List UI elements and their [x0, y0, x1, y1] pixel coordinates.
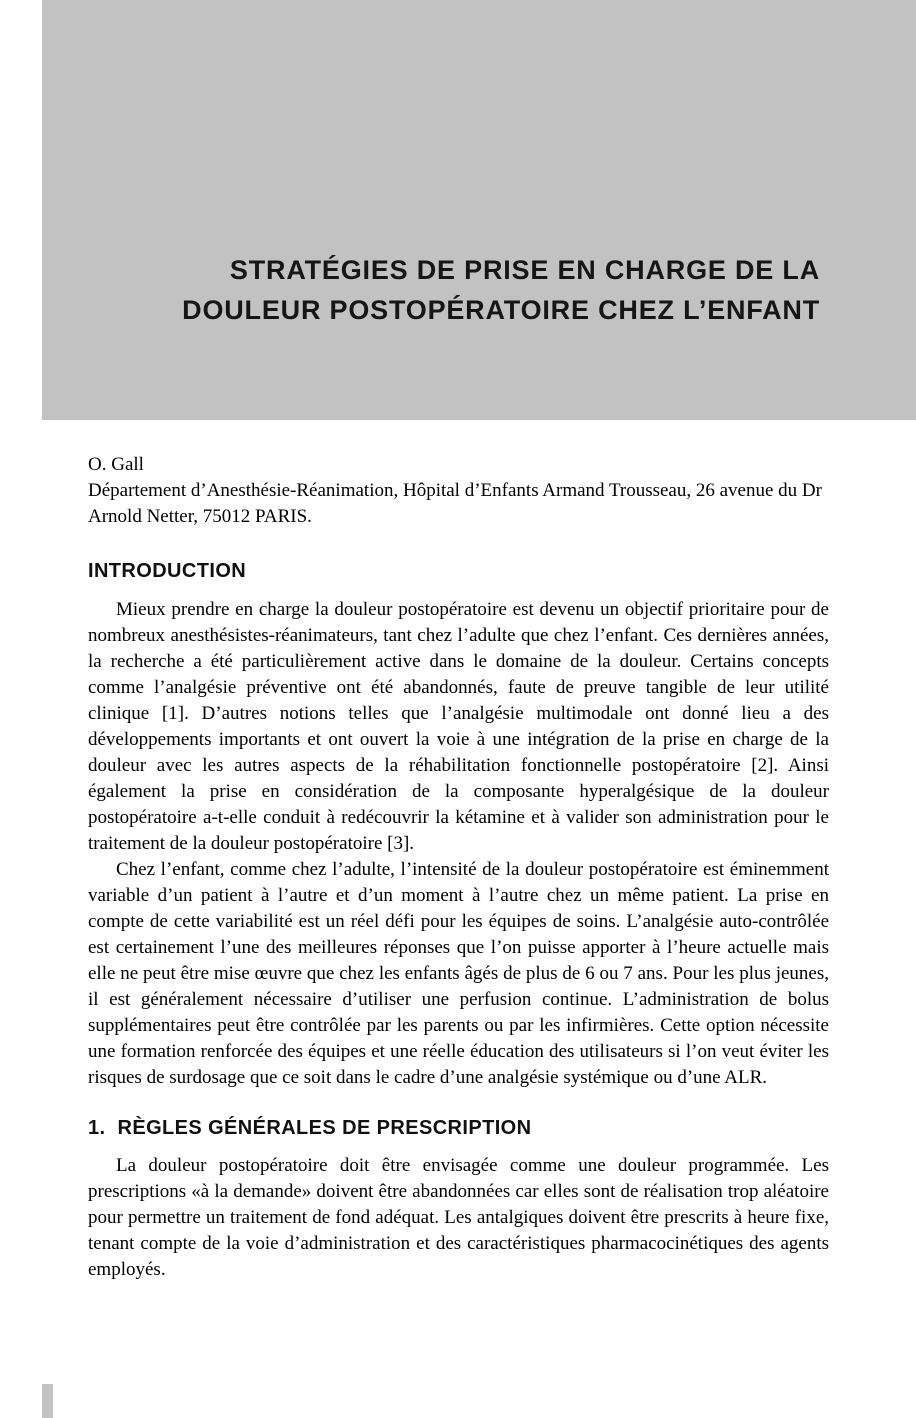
author-name: O. Gall: [88, 454, 144, 475]
chapter-title: [122, 250, 820, 330]
author-affiliation: Département d’Anesthésie-Réanimation, Hôpital d’Enfants Armand Trousseau, 26 avenue du Dr Arnold Netter, 75012 PARIS.: [88, 480, 822, 527]
section-1-number: 1.: [88, 1117, 106, 1139]
next-page-band-edge: [42, 1384, 53, 1418]
introduction-heading: INTRODUCTION: [88, 560, 247, 582]
section-1-heading: [88, 1117, 829, 1140]
section-1-paragraph-1: La douleur postopératoire doit être envisagée comme une douleur programmée. Les prescriptions «à la demande» doivent être abandonnées car elles sont de réalisation trop aléatoire pour permettre un traitement de fond adéquat. Les antalgiques doivent être prescrits à heure fixe, tenant compte de la voie d’administration et des caractéristiques pharmacocinétiques des agents employés.: [88, 1155, 829, 1280]
page-content: [88, 452, 829, 1283]
title-line-1: STRATÉGIES DE PRISE EN CHARGE DE LA: [229, 255, 820, 285]
title-band: [42, 0, 916, 420]
section-1-title: RÈGLES GÉNÉRALES DE PRESCRIPTION: [117, 1117, 532, 1139]
author-block: [88, 452, 829, 530]
introduction-paragraph-2: Chez l’enfant, comme chez l’adulte, l’intensité de la douleur postopératoire est éminemment variable d’un patient à l’autre et d’un moment à l’autre chez un même patient. La prise en compte de cette variabilité est un réel défi pour les équipes de soins. L’analgésie auto-contrôlée est certainement l’une des meilleures réponses que l’on puisse apporter à l’heure actuelle mais elle ne peut être mise œuvre que chez les enfants âgés de plus de 6 ou 7 ans. Pour les plus jeunes, il est généralement nécessaire d’utiliser une perfusion continue. L’administration de bolus supplémentaires peut être contrôlée par les parents ou par les infirmières. Cette option nécessite une formation renforcée des équipes et une réelle éducation des utilisateurs si l’on veut éviter les risques de surdosage que ce soit dans le cadre d’une analgésie systémique ou d’une ALR.: [88, 859, 829, 1088]
introduction-paragraph-1: Mieux prendre en charge la douleur postopératoire est devenu un objectif prioritaire pour de nombreux anesthésistes-réanimateurs, tant chez l’adulte que chez l’enfant. Ces dernières années, la recherche a été particulièrement active dans le domaine de la douleur. Certains concepts comme l’analgésie préventive ont été abandonnés, faute de preuve tangible de leur utilité clinique [1]. D’autres notions telles que l’analgésie multimodale ont donné lieu a des développements importants et ont ouvert la voie à une intégration de la prise en charge de la douleur avec les autres aspects de la réhabilitation fonctionnelle postopératoire [2]. Ainsi également la prise en considération de la composante hyperalgésique de la douleur postopératoire a-t-elle conduit à redécouvrir la kétamine et à valider son administration pour le traitement de la douleur postopératoire [3].: [88, 599, 829, 854]
title-line-2: DOULEUR POSTOPÉRATOIRE CHEZ L’ENFANT: [182, 295, 820, 325]
